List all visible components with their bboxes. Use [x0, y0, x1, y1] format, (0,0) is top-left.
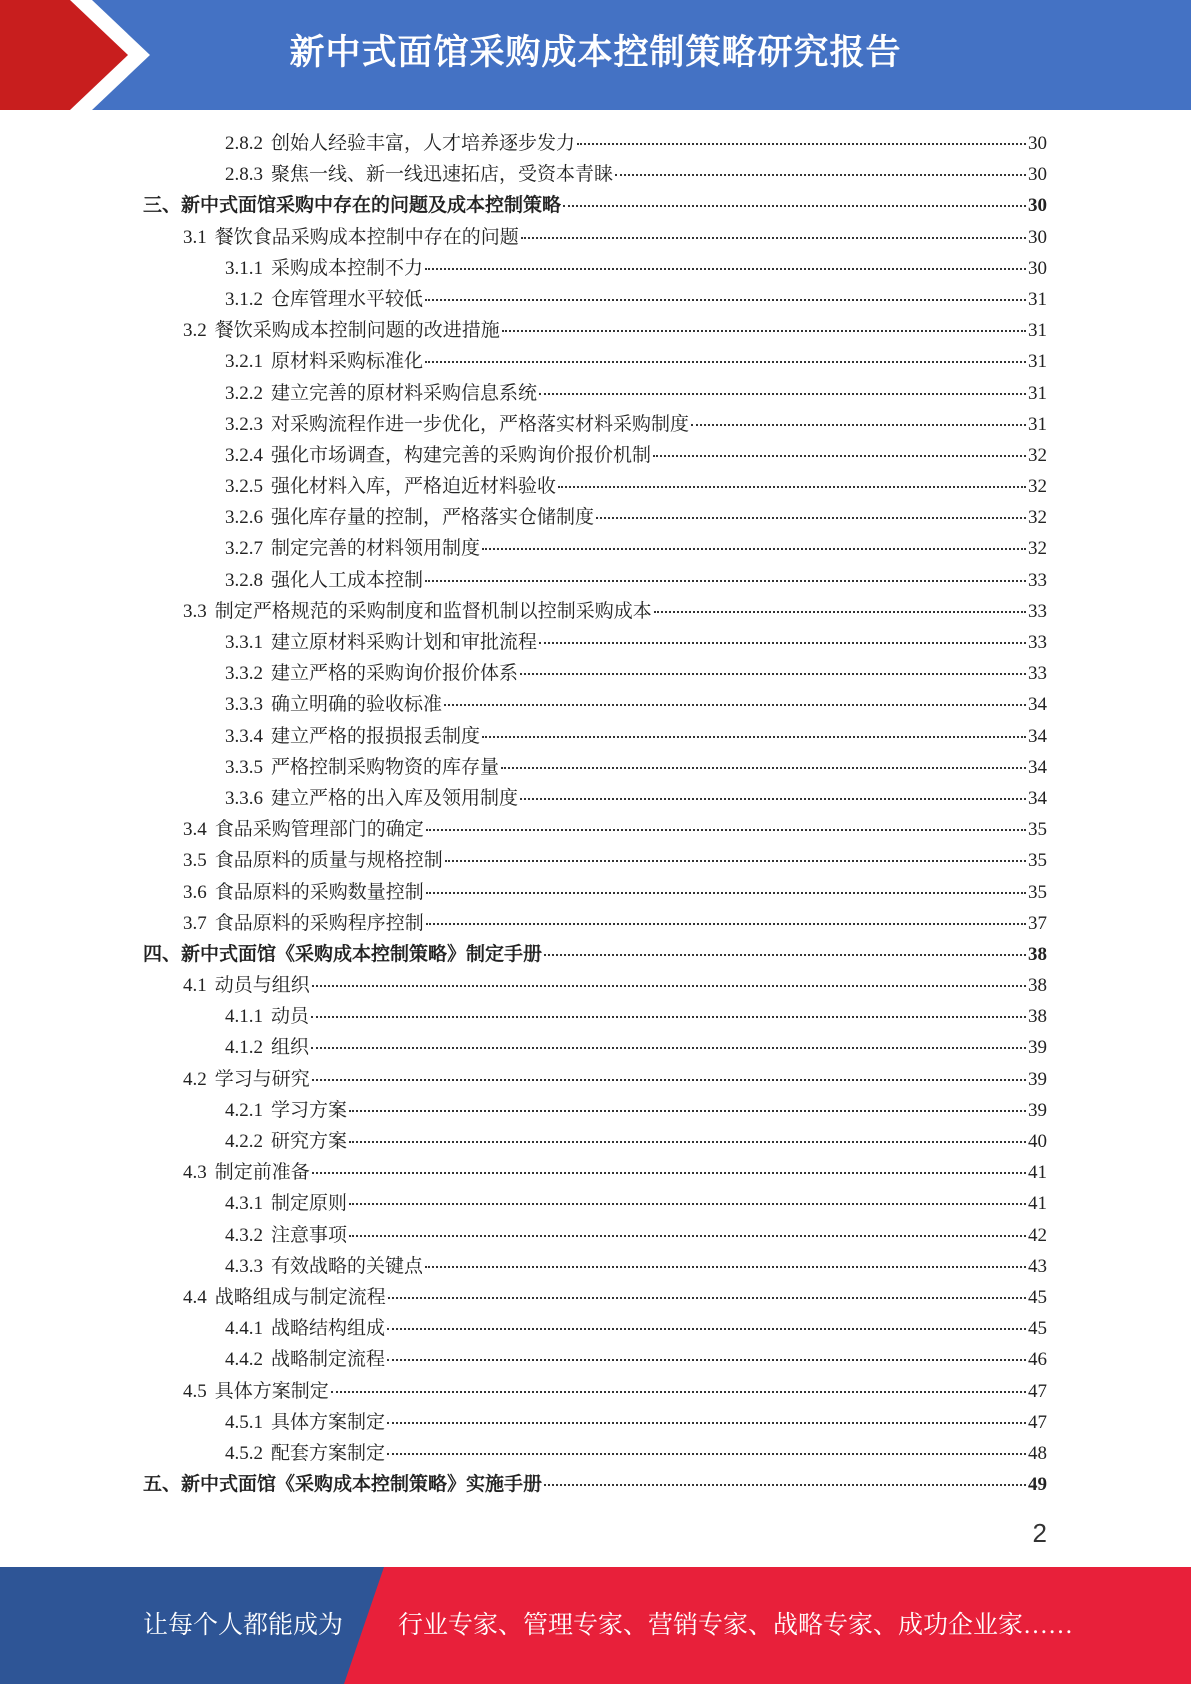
toc-entry[interactable] [143, 1313, 1047, 1344]
toc-dot-leader [482, 736, 1026, 738]
report-title: 新中式面馆采购成本控制策略研究报告 [289, 33, 902, 73]
toc-entry[interactable] [143, 721, 1047, 752]
toc-entry[interactable] [143, 1001, 1047, 1032]
toc-entry-number: 3.1 [183, 226, 207, 248]
toc-entry-title: 建立原材料采购计划和审批流程 [271, 632, 538, 653]
footer-slogan-left: 让每个人都能成为 [143, 1612, 344, 1639]
toc-dot-leader [521, 237, 1026, 239]
toc-entry-title: 三、新中式面馆采购中存在的问题及成本控制策略 [143, 195, 562, 217]
toc-dot-leader [691, 424, 1026, 426]
toc-entry[interactable] [143, 440, 1047, 471]
toc-entry-page: 37 [1028, 912, 1047, 934]
toc-entry-page: 42 [1028, 1224, 1047, 1246]
toc-dot-leader [520, 798, 1026, 800]
toc-dot-leader [501, 767, 1026, 769]
toc-entry-title: 建立严格的报损报丢制度 [271, 725, 481, 747]
toc-entry-title: 原材料采购标准化 [271, 351, 424, 373]
page-header [0, 0, 1191, 110]
toc-entry[interactable] [143, 1157, 1047, 1188]
toc-entry[interactable] [143, 1344, 1047, 1375]
toc-entry-title: 采购成本控制不力 [271, 257, 424, 279]
toc-entry-number: 3.3.6 [225, 787, 263, 809]
toc-entry-title: 配套方案制定 [271, 1442, 386, 1464]
toc-entry-number: 3.2.7 [225, 538, 263, 560]
toc-entry-title: 建立严格的采购询价报价体系 [271, 663, 519, 685]
toc-entry-number: 3.2.5 [225, 476, 263, 498]
toc-entry[interactable] [143, 908, 1047, 939]
toc-entry-page: 47 [1028, 1411, 1047, 1433]
toc-entry-title: 战略组成与制定流程 [214, 1286, 386, 1308]
toc-dot-leader [544, 954, 1026, 956]
toc-entry-number: 4.3.3 [225, 1255, 263, 1277]
toc-entry-number: 3.2 [183, 320, 207, 342]
toc-entry-page: 46 [1028, 1349, 1047, 1371]
toc-entry-page: 30 [1028, 257, 1047, 279]
toc-entry-number: 4.5 [183, 1380, 207, 1402]
toc-entry[interactable] [143, 596, 1047, 627]
toc-entry-number: 4.1 [183, 975, 207, 997]
toc-entry[interactable] [143, 315, 1047, 346]
toc-entry-title: 学习方案 [271, 1099, 348, 1121]
toc-entry-number: 3.1.2 [225, 288, 263, 310]
toc-entry-page: 38 [1028, 1006, 1047, 1028]
toc-entry-title: 制定原则 [271, 1193, 348, 1215]
toc-entry-title: 创始人经验丰富，人才培养逐步发力 [271, 133, 576, 154]
toc-entry[interactable] [143, 378, 1047, 409]
toc-dot-leader [539, 393, 1026, 395]
toc-dot-leader [425, 1266, 1026, 1268]
toc-entry-number: 4.5.2 [225, 1442, 263, 1464]
toc-entry[interactable] [143, 814, 1047, 845]
toc-entry[interactable] [143, 253, 1047, 284]
toc-entry[interactable] [143, 1407, 1047, 1438]
toc-entry[interactable] [143, 159, 1047, 190]
toc-entry-number: 3.3.5 [225, 756, 263, 778]
toc-entry-page: 34 [1028, 725, 1047, 747]
toc-dot-leader [311, 1016, 1026, 1018]
toc-entry-page: 33 [1028, 632, 1047, 653]
toc-dot-leader [312, 1172, 1026, 1174]
toc-entry[interactable] [143, 752, 1047, 783]
toc-dot-leader [444, 704, 1026, 706]
toc-dot-leader [539, 642, 1026, 644]
toc-dot-leader [445, 860, 1026, 862]
toc-dot-leader [387, 1453, 1026, 1455]
toc-entry-title: 仓库管理水平较低 [271, 288, 424, 310]
toc-entry-title: 聚焦一线、新一线迅速拓店，受资本青睐 [271, 164, 614, 186]
toc-entry-title: 具体方案制定 [271, 1411, 386, 1433]
toc-dot-leader [426, 829, 1026, 831]
toc-entry-number: 3.2.4 [225, 444, 263, 466]
toc-entry-number: 4.2.2 [225, 1131, 263, 1152]
toc-entry-title: 学习与研究 [214, 1068, 310, 1090]
toc-dot-leader [558, 486, 1026, 488]
toc-entry-title: 餐饮食品采购成本控制中存在的问题 [214, 226, 519, 248]
toc-entry-page: 31 [1028, 320, 1047, 342]
toc-entry-title: 强化库存量的控制，严格落实仓储制度 [271, 507, 595, 529]
toc-entry-page: 32 [1028, 476, 1047, 498]
toc-entry-title: 组织 [271, 1037, 310, 1059]
toc-entry-number: 3.6 [183, 881, 207, 903]
toc-entry[interactable] [143, 1438, 1047, 1469]
toc-entry[interactable] [143, 222, 1047, 253]
toc-entry[interactable] [143, 939, 1047, 970]
toc-dot-leader [482, 548, 1026, 550]
toc-entry-number: 4.1.1 [225, 1006, 263, 1028]
toc-entry-number: 3.3.1 [225, 632, 263, 653]
toc-entry-number: 3.3.2 [225, 663, 263, 685]
toc-entry-page: 30 [1028, 133, 1047, 154]
toc-entry-page: 34 [1028, 694, 1047, 716]
toc-entry[interactable] [143, 1032, 1047, 1063]
toc-dot-leader [331, 1391, 1026, 1393]
toc-entry[interactable] [143, 658, 1047, 689]
toc-entry-number: 4.2 [183, 1068, 207, 1090]
toc-entry-page: 30 [1028, 226, 1047, 248]
toc-entry-page: 47 [1028, 1380, 1047, 1402]
toc-dot-leader [654, 611, 1026, 613]
toc-entry[interactable] [143, 533, 1047, 564]
toc-dot-leader [544, 1484, 1026, 1486]
toc-entry-page: 31 [1028, 382, 1047, 404]
toc-entry-page: 38 [1028, 975, 1047, 997]
toc-entry-title: 具体方案制定 [214, 1380, 329, 1402]
toc-entry-page: 34 [1028, 787, 1047, 809]
toc-entry-page: 39 [1028, 1037, 1047, 1059]
toc-entry[interactable] [143, 190, 1047, 221]
toc-entry-number: 3.2.6 [225, 507, 263, 529]
toc-entry-number: 3.2.2 [225, 382, 263, 404]
toc-entry-page: 41 [1028, 1162, 1047, 1184]
toc-entry-page: 31 [1028, 288, 1047, 310]
toc-entry-number: 4.5.1 [225, 1411, 263, 1433]
toc-entry[interactable] [143, 1188, 1047, 1219]
toc-dot-leader [388, 1297, 1026, 1299]
toc-entry-number: 2.8.2 [225, 133, 263, 154]
toc-entry-number: 3.2.8 [225, 569, 263, 591]
toc-dot-leader [311, 1047, 1026, 1049]
toc-entry-number: 4.3 [183, 1162, 207, 1184]
toc-entry-page: 33 [1028, 569, 1047, 591]
toc-entry-page: 33 [1028, 600, 1047, 622]
toc-entry-page: 34 [1028, 756, 1047, 778]
toc-dot-leader [577, 143, 1026, 145]
toc-entry-page: 31 [1028, 351, 1047, 373]
toc-entry-title: 五、新中式面馆《采购成本控制策略》实施手册 [143, 1474, 543, 1496]
toc-entry-title: 战略结构组成 [271, 1318, 386, 1340]
toc-entry[interactable] [143, 471, 1047, 502]
toc-dot-leader [349, 1141, 1026, 1143]
toc-entry-page: 38 [1028, 943, 1047, 965]
toc-entry-page: 45 [1028, 1286, 1047, 1308]
toc-entry[interactable] [143, 128, 1047, 159]
toc-entry[interactable] [143, 1376, 1047, 1407]
toc-dot-leader [653, 455, 1026, 457]
table-of-contents [143, 128, 1047, 1500]
toc-entry-title: 严格控制采购物资的库存量 [271, 756, 500, 778]
toc-entry-number: 4.4.2 [225, 1349, 263, 1371]
toc-entry[interactable] [143, 970, 1047, 1001]
toc-entry-title: 建立严格的出入库及领用制度 [271, 787, 519, 809]
toc-entry-title: 研究方案 [271, 1131, 348, 1152]
toc-entry[interactable] [143, 1469, 1047, 1500]
toc-entry-number: 2.8.3 [225, 164, 263, 186]
toc-entry[interactable] [143, 1251, 1047, 1282]
toc-entry-page: 35 [1028, 850, 1047, 872]
toc-entry[interactable] [143, 346, 1047, 377]
toc-entry-page: 33 [1028, 663, 1047, 685]
toc-entry[interactable] [143, 1282, 1047, 1313]
toc-entry-number: 3.7 [183, 912, 207, 934]
toc-entry-page: 30 [1028, 195, 1047, 217]
toc-entry[interactable] [143, 1126, 1047, 1157]
toc-entry-title: 战略制定流程 [271, 1349, 386, 1371]
toc-dot-leader [596, 517, 1026, 519]
toc-entry-number: 3.1.1 [225, 257, 263, 279]
toc-entry[interactable] [143, 783, 1047, 814]
toc-entry-number: 3.3 [183, 600, 207, 622]
toc-entry[interactable] [143, 1095, 1047, 1126]
toc-entry-page: 31 [1028, 413, 1047, 435]
toc-entry-number: 4.2.1 [225, 1099, 263, 1121]
toc-entry-title: 注意事项 [271, 1224, 348, 1246]
toc-entry-title: 强化材料入库，严格迫近材料验收 [271, 476, 557, 498]
toc-entry[interactable] [143, 877, 1047, 908]
toc-entry-title: 强化市场调查，构建完善的采购询价报价机制 [271, 444, 652, 466]
toc-entry-page: 49 [1028, 1474, 1047, 1496]
toc-entry[interactable] [143, 565, 1047, 596]
toc-entry-number: 3.4 [183, 819, 207, 841]
toc-entry-number: 4.4.1 [225, 1318, 263, 1340]
toc-entry-number: 4.1.2 [225, 1037, 263, 1059]
toc-entry-page: 45 [1028, 1318, 1047, 1340]
toc-entry-title: 建立完善的原材料采购信息系统 [271, 382, 538, 404]
toc-entry-page: 30 [1028, 164, 1047, 186]
toc-dot-leader [615, 174, 1026, 176]
toc-entry-page: 43 [1028, 1255, 1047, 1277]
toc-entry-number: 3.3.3 [225, 694, 263, 716]
toc-dot-leader [425, 299, 1026, 301]
toc-dot-leader [349, 1110, 1026, 1112]
toc-entry-title: 食品原料的质量与规格控制 [214, 850, 443, 872]
toc-entry-number: 4.4 [183, 1286, 207, 1308]
toc-entry-title: 食品原料的采购数量控制 [214, 881, 424, 903]
toc-entry[interactable] [143, 845, 1047, 876]
toc-entry-title: 制定严格规范的采购制度和监督机制以控制采购成本 [214, 600, 652, 622]
toc-dot-leader [349, 1203, 1026, 1205]
toc-entry-title: 对采购流程作进一步优化，严格落实材料采购制度 [271, 413, 690, 435]
toc-entry-title: 食品采购管理部门的确定 [214, 819, 424, 841]
toc-entry-title: 有效战略的关键点 [271, 1255, 424, 1277]
toc-dot-leader [426, 923, 1026, 925]
toc-entry-page: 39 [1028, 1068, 1047, 1090]
toc-entry-title: 确立明确的验收标准 [271, 694, 443, 716]
toc-entry-page: 48 [1028, 1442, 1047, 1464]
toc-entry-number: 4.3.2 [225, 1224, 263, 1246]
toc-entry-page: 32 [1028, 538, 1047, 560]
toc-dot-leader [426, 892, 1026, 894]
toc-entry-title: 制定前准备 [214, 1162, 310, 1184]
toc-dot-leader [387, 1359, 1026, 1361]
toc-entry-title: 餐饮采购成本控制问题的改进措施 [214, 320, 500, 342]
toc-entry-page: 41 [1028, 1193, 1047, 1215]
toc-dot-leader [387, 1422, 1026, 1424]
toc-entry[interactable] [143, 689, 1047, 720]
toc-entry-title: 动员与组织 [214, 975, 310, 997]
toc-entry-page: 32 [1028, 444, 1047, 466]
toc-entry-page: 32 [1028, 507, 1047, 529]
toc-entry-number: 3.2.3 [225, 413, 263, 435]
toc-entry-number: 4.3.1 [225, 1193, 263, 1215]
toc-entry-page: 40 [1028, 1131, 1047, 1152]
toc-entry-title: 四、新中式面馆《采购成本控制策略》制定手册 [143, 943, 543, 965]
toc-entry-title: 食品原料的采购程序控制 [214, 912, 424, 934]
toc-dot-leader [520, 673, 1026, 675]
toc-dot-leader [563, 205, 1026, 207]
page-footer [0, 1567, 1191, 1684]
toc-entry-number: 3.3.4 [225, 725, 263, 747]
toc-entry-title: 动员 [271, 1006, 310, 1028]
toc-entry-title: 制定完善的材料领用制度 [271, 538, 481, 560]
toc-entry[interactable] [143, 1064, 1047, 1095]
toc-entry[interactable] [143, 409, 1047, 440]
toc-entry[interactable] [143, 627, 1047, 658]
toc-dot-leader [425, 361, 1026, 363]
toc-dot-leader [425, 580, 1026, 582]
toc-dot-leader [312, 1079, 1026, 1081]
toc-entry[interactable] [143, 502, 1047, 533]
toc-entry-number: 3.5 [183, 850, 207, 872]
toc-entry[interactable] [143, 1220, 1047, 1251]
toc-dot-leader [425, 268, 1026, 270]
toc-dot-leader [312, 985, 1026, 987]
toc-entry-page: 39 [1028, 1099, 1047, 1121]
toc-dot-leader [502, 330, 1026, 332]
toc-entry-page: 35 [1028, 819, 1047, 841]
toc-dot-leader [349, 1235, 1026, 1237]
toc-entry-number: 3.2.1 [225, 351, 263, 373]
toc-entry[interactable] [143, 284, 1047, 315]
footer-slogan-right: 行业专家、管理专家、营销专家、战略专家、成功企业家…… [398, 1612, 1074, 1639]
page-number: 2 [1032, 1518, 1047, 1548]
toc-entry-title: 强化人工成本控制 [271, 569, 424, 591]
toc-dot-leader [387, 1328, 1026, 1330]
toc-entry-page: 35 [1028, 881, 1047, 903]
